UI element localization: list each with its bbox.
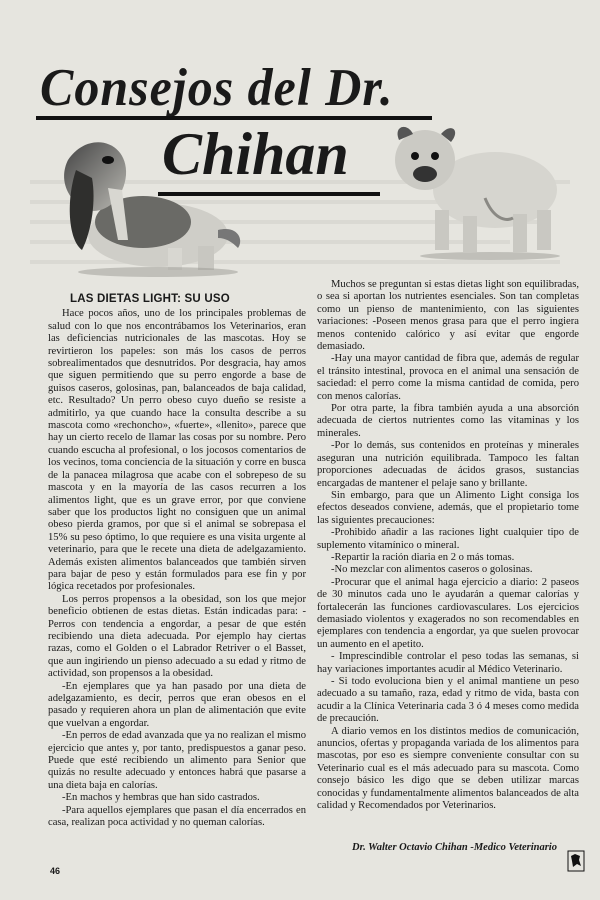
paragraph: -Procurar que el animal haga ejercicio a diario: 2 paseos de 30 minutos cada uno le ayudarán a quemar calorías y fortalecerán las funciones cardiovasculares. Los ejercicios demasiado violentos y exagerados no son recomendables en ejemplares con tendencia a engordar, ya que suelen provocar un aumento en el apetito. [317, 576, 579, 650]
paragraph: -En perros de edad avanzada que ya no realizan el mismo ejercicio que antes y, por tanto, predispuestos a ganar peso. Puede que esté recibiendo un alimento para Senior que quizás no resulte adecuado y entonces habrá que pasarse a una dieta baja en calorías. [48, 730, 306, 791]
paragraph: -En ejemplares que ya han pasado por una dieta de adelgazamiento, es decir, perros que eran obesos en el pasado y requieren ahora un plan de alimentación que evite que vuelvan a engordar. [48, 680, 306, 729]
dog-logo-icon [567, 850, 585, 872]
title-line-2: Chihan [162, 121, 349, 187]
paragraph: -Hay una mayor cantidad de fibra que, además de regular el tránsito intestinal, provoca en el animal una sensación de saciedad: el perro come la misma cantidad de comida, pero con menos calorías. [317, 353, 579, 402]
paragraph: A diario vemos en los distintos medios de comunicación, anuncios, ofertas y propaganda variada de los alimentos para mascotas, por eso es siempre conveniente consultar con su Veterinario cual es el más adecuado para su mascota. Como consejo básico les digo que se deben utilizar marcas conocidas y fundamentalmente alimentos balanceados de alta calidad y Recomendados por Veterinarios. [317, 725, 579, 812]
title-rule-bottom [158, 192, 380, 196]
bulldog-image [385, 118, 565, 263]
paragraph: -Repartir la ración diaria en 2 o más tomas. [331, 551, 515, 563]
article-column-right [317, 279, 579, 812]
page-number: 46 [50, 866, 61, 876]
paragraph: - Si todo evoluciona bien y el animal mantiene un peso adecuado a su tamaño, raza, edad y ritmo de vida, basta con acudir a la Clínica Veterinaria cada 3 ó 4 meses como medida de precaución. [317, 676, 579, 725]
article-heading: LAS DIETAS LIGHT: SU USO [70, 293, 230, 305]
paragraph: Sin embargo, para que un Alimento Light consiga los efectos deseados conviene, además, que el propietario tome las siguientes precauciones: [317, 489, 579, 526]
paragraph: -En machos y hembras que han sido castrados. [62, 792, 260, 804]
title-line-1: Consejos del Dr. [40, 57, 394, 117]
paragraph: Muchos se preguntan si estas dietas light son equilibradas, o sea si aportan los nutrientes esenciales. Son tan completas como un pienso de mantenimiento, con las siguientes variaciones: -Poseen menos grasa para que el perro ingiera menos contenido calórico y así evitar que engorde demasiado. [317, 279, 579, 353]
author-signature: Dr. Walter Octavio Chihan -Medico Veterinario [352, 842, 557, 853]
paragraph: Por otra parte, la fibra también ayuda a una absorción adecuada de ciertos nutrientes como las vitaminas y los minerales. [317, 403, 579, 439]
paragraph: Hace pocos años, uno de los principales problemas de salud con lo que nos encontrábamos los Veterinarios, eran las deficiencias nutricionales de las mascotas. Hoy se revirtieron los papeles: son más los casos de perros sobrealimentados que desnutridos. Por desgracia, hay amos que siguen permitiendo que su perro engorde a base de guisos caseros, golosinas, pan, balanceados de baja calidad, etc. Resultado? Un perro obeso cuyo dueño se resiste a admitirlo, ya que cuando hace la consulta describe a su mascota como «rechoncho», «fuerte», «llenito», parece que hay un cierto recelo de llamar las cosas por su nombre. Pero cuando escucha al profesional, o los jocosos comentarios de los vecinos, toma conciencia de la situación y corre en busca de la panacea milagrosa que acabe con el sobrepeso de su mascota y en la mayoría de las casos recurren a los alimentos light, que es un grave error, por que conviene saber que los productos light no consiguen que un animal obeso pierda gramos, por que si el animal se sobrepasa el 15% su peso óptimo, lo que requiere es una visita urgente al veterinario, para que le recete una dieta de adelgazamiento. Además existen alimentos balanceados que también sirven para bajar de peso y están formulados para ese fin y por lógica recetados por profesionales. [48, 308, 306, 593]
article-column-left [48, 293, 306, 829]
paragraph: -Por lo demás, sus contenidos en proteínas y minerales aseguran una nutrición equilibrada. Tampoco les faltan proporciones adecuadas de ácidos grasos, sustancias encargadas de mantener el pelaje sano y brillante. [317, 440, 579, 489]
paragraph: Los perros propensos a la obesidad, son los que mejor beneficio obtienen de estas dietas. Están indicadas para: -Perros con tendencia a engordar, a pesar de que estén recibiendo una dieta adecuada. Por ejemplo hay ciertas razas, como el Golden o el Labrador Retriver o el Basset, que aun ingiriendo un pienso adecuado a su edad y ritmo de actividad, son propensos a la obesidad. [48, 593, 306, 680]
paragraph: -No mezclar con alimentos caseros o golosinas. [331, 564, 533, 576]
paragraph: -Para aquellos ejemplares que pasan el día encerrados en casa, realizan poca actividad y no queman calorías. [48, 804, 306, 829]
paragraph: -Prohibido añadir a las raciones light cualquier tipo de suplemento vitamínico o mineral. [317, 527, 579, 551]
paragraph: - Imprescindible controlar el peso todas las semanas, si hay variaciones importantes acudir al Médico Veterinario. [317, 651, 579, 675]
